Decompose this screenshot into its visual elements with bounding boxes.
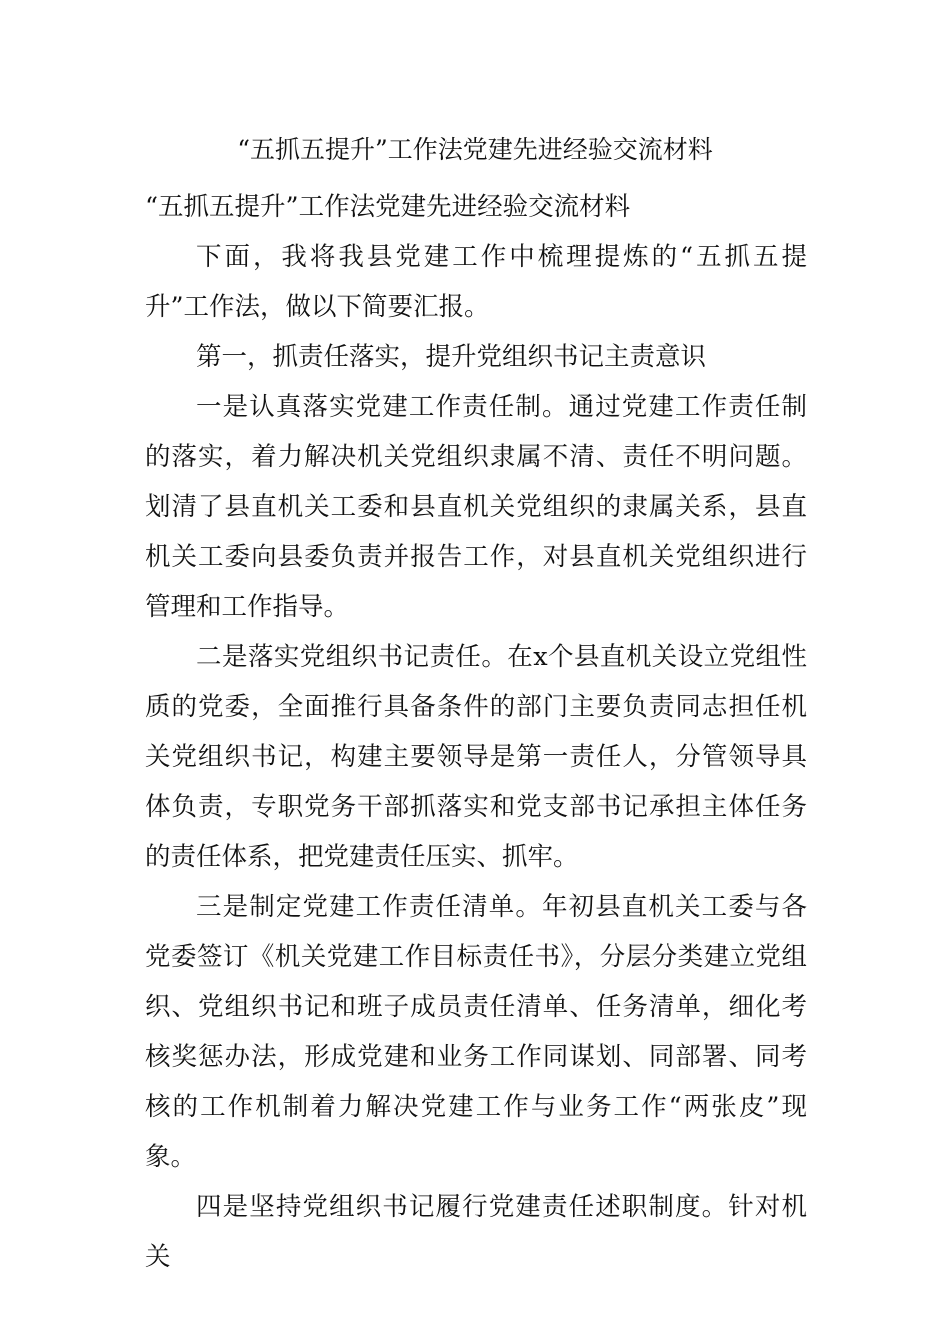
paragraph-point-2: 二是落实党组织书记责任。在x个县直机关设立党组性质的党委，全面推行具备条件的部门主要负责同志担任机关党组织书记，构建主要领导是第一责任人，分管领导具体负责，专职党务干部抓落实和党支部书记承担主体任务的责任体系，把党建责任压实、抓牢。 [145, 642, 807, 872]
section-heading-1: 第一，抓责任落实，提升党组织书记主责意识 [196, 342, 707, 372]
paragraph-point-3: 三是制定党建工作责任清单。年初县直机关工委与各党委签订《机关党建工作目标责任书》，分层分类建立党组织、党组织书记和班子成员责任清单、任务清单，细化考核奖惩办法，形成党建和业务工作同谋划、同部署、同考核的工作机制着力解决党建工作与业务工作“两张皮”现象。 [145, 892, 807, 1172]
paragraph-point-1: 一是认真落实党建工作责任制。通过党建工作责任制的落实，着力解决机关党组织隶属不清、责任不明问题。划清了县直机关工委和县直机关党组织的隶属关系，县直机关工委向县委负责并报告工作，对县直机关党组织进行管理和工作指导。 [145, 392, 807, 622]
paragraph-intro: 下面，我将我县党建工作中梳理提炼的“五抓五提升”工作法，做以下简要汇报。 [145, 242, 807, 322]
paragraph-point-4: 四是坚持党组织书记履行党建责任述职制度。针对机关 [145, 1192, 807, 1272]
document-body [145, 182, 807, 1282]
document-subtitle: “五抓五提升”工作法党建先进经验交流材料 [145, 192, 631, 222]
document-title: “五抓五提升”工作法党建先进经验交流材料 [237, 135, 713, 164]
